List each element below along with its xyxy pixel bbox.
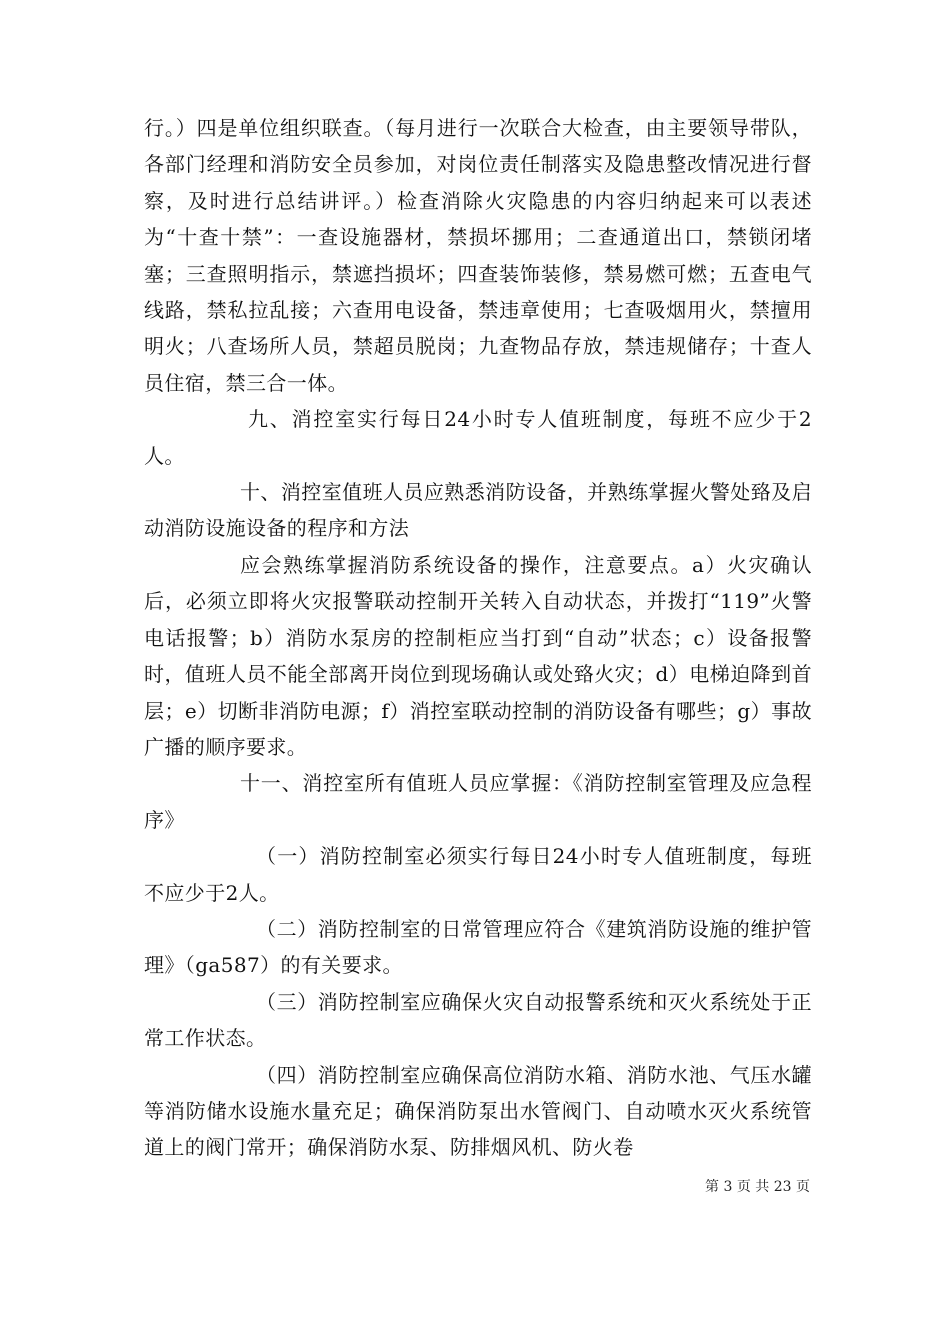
paragraph-sub-one: （一）消防控制室必须实行每日24小时专人值班制度，每班不应少于2人。 [144,844,812,905]
paragraph-item-nine: 九、消控室实行每日24小时专人值班制度，每班不应少于2人。 [144,407,812,468]
paragraph-sub-three: （三）消防控制室应确保火灾自动报警系统和灭火系统处于正常工作状态。 [144,989,812,1051]
paragraph-sub-two: （二）消防控制室的日常管理应符合《建筑消防设施的维护管理》（ga587）的有关要求。 [144,916,812,978]
paragraph-sub-four: （四）消防控制室应确保高位消防水箱、消防水池、气压水罐等消防储水设施水量充足；确保消防泵出水管阀门、自动喷水灭火系统管道上的阀门常开；确保消防水泵、防排烟风机、防火卷 [144,1062,812,1160]
paragraph-inspection-checks: 行。）四是单位组织联查。（每月进行一次联合大检查，由主要领导带队，各部门经理和消防安全员参加，对岗位责任制落实及隐患整改情况进行督察，及时进行总结讲评。）检查消除火灾隐患的内容归纳起来可以表述为“十查十禁”：一查设施器材，禁损坏挪用；二查通道出口，禁锁闭堵塞；三查照明指示，禁遮挡损坏；四查装饰装修，禁易燃可燃；五查电气线路，禁私拉乱接；六查用电设备，禁违章使用；七查吸烟用火，禁擅用明火；八查场所人员，禁超员脱岗；九查物品存放，禁违规储存；十查人员住宿，禁三合一体。 [144,116,812,395]
paragraph-operation-points: 应会熟练掌握消防系统设备的操作，注意要点。a）火灾确认后，必须立即将火灾报警联动控制开关转入自动状态，并拨打“119”火警电话报警；b）消防水泵房的控制柜应当打到“自动”状态；c）设备报警时，值班人员不能全部离开岗位到现场确认或处臵火灾；d）电梯迫降到首层；e）切断非消防电源；f）消控室联动控制的消防设备有哪些；g）事故广播的顺序要求。 [144,552,812,759]
document-body [144,110,812,1166]
page-number-footer: 第 3 页 共 23 页 [705,1179,810,1195]
paragraph-item-eleven: 十一、消控室所有值班人员应掌握：《消防控制室管理及应急程序》 [144,771,812,832]
paragraph-item-ten: 十、消控室值班人员应熟悉消防设备，并熟练掌握火警处臵及启动消防设施设备的程序和方法 [144,480,812,541]
